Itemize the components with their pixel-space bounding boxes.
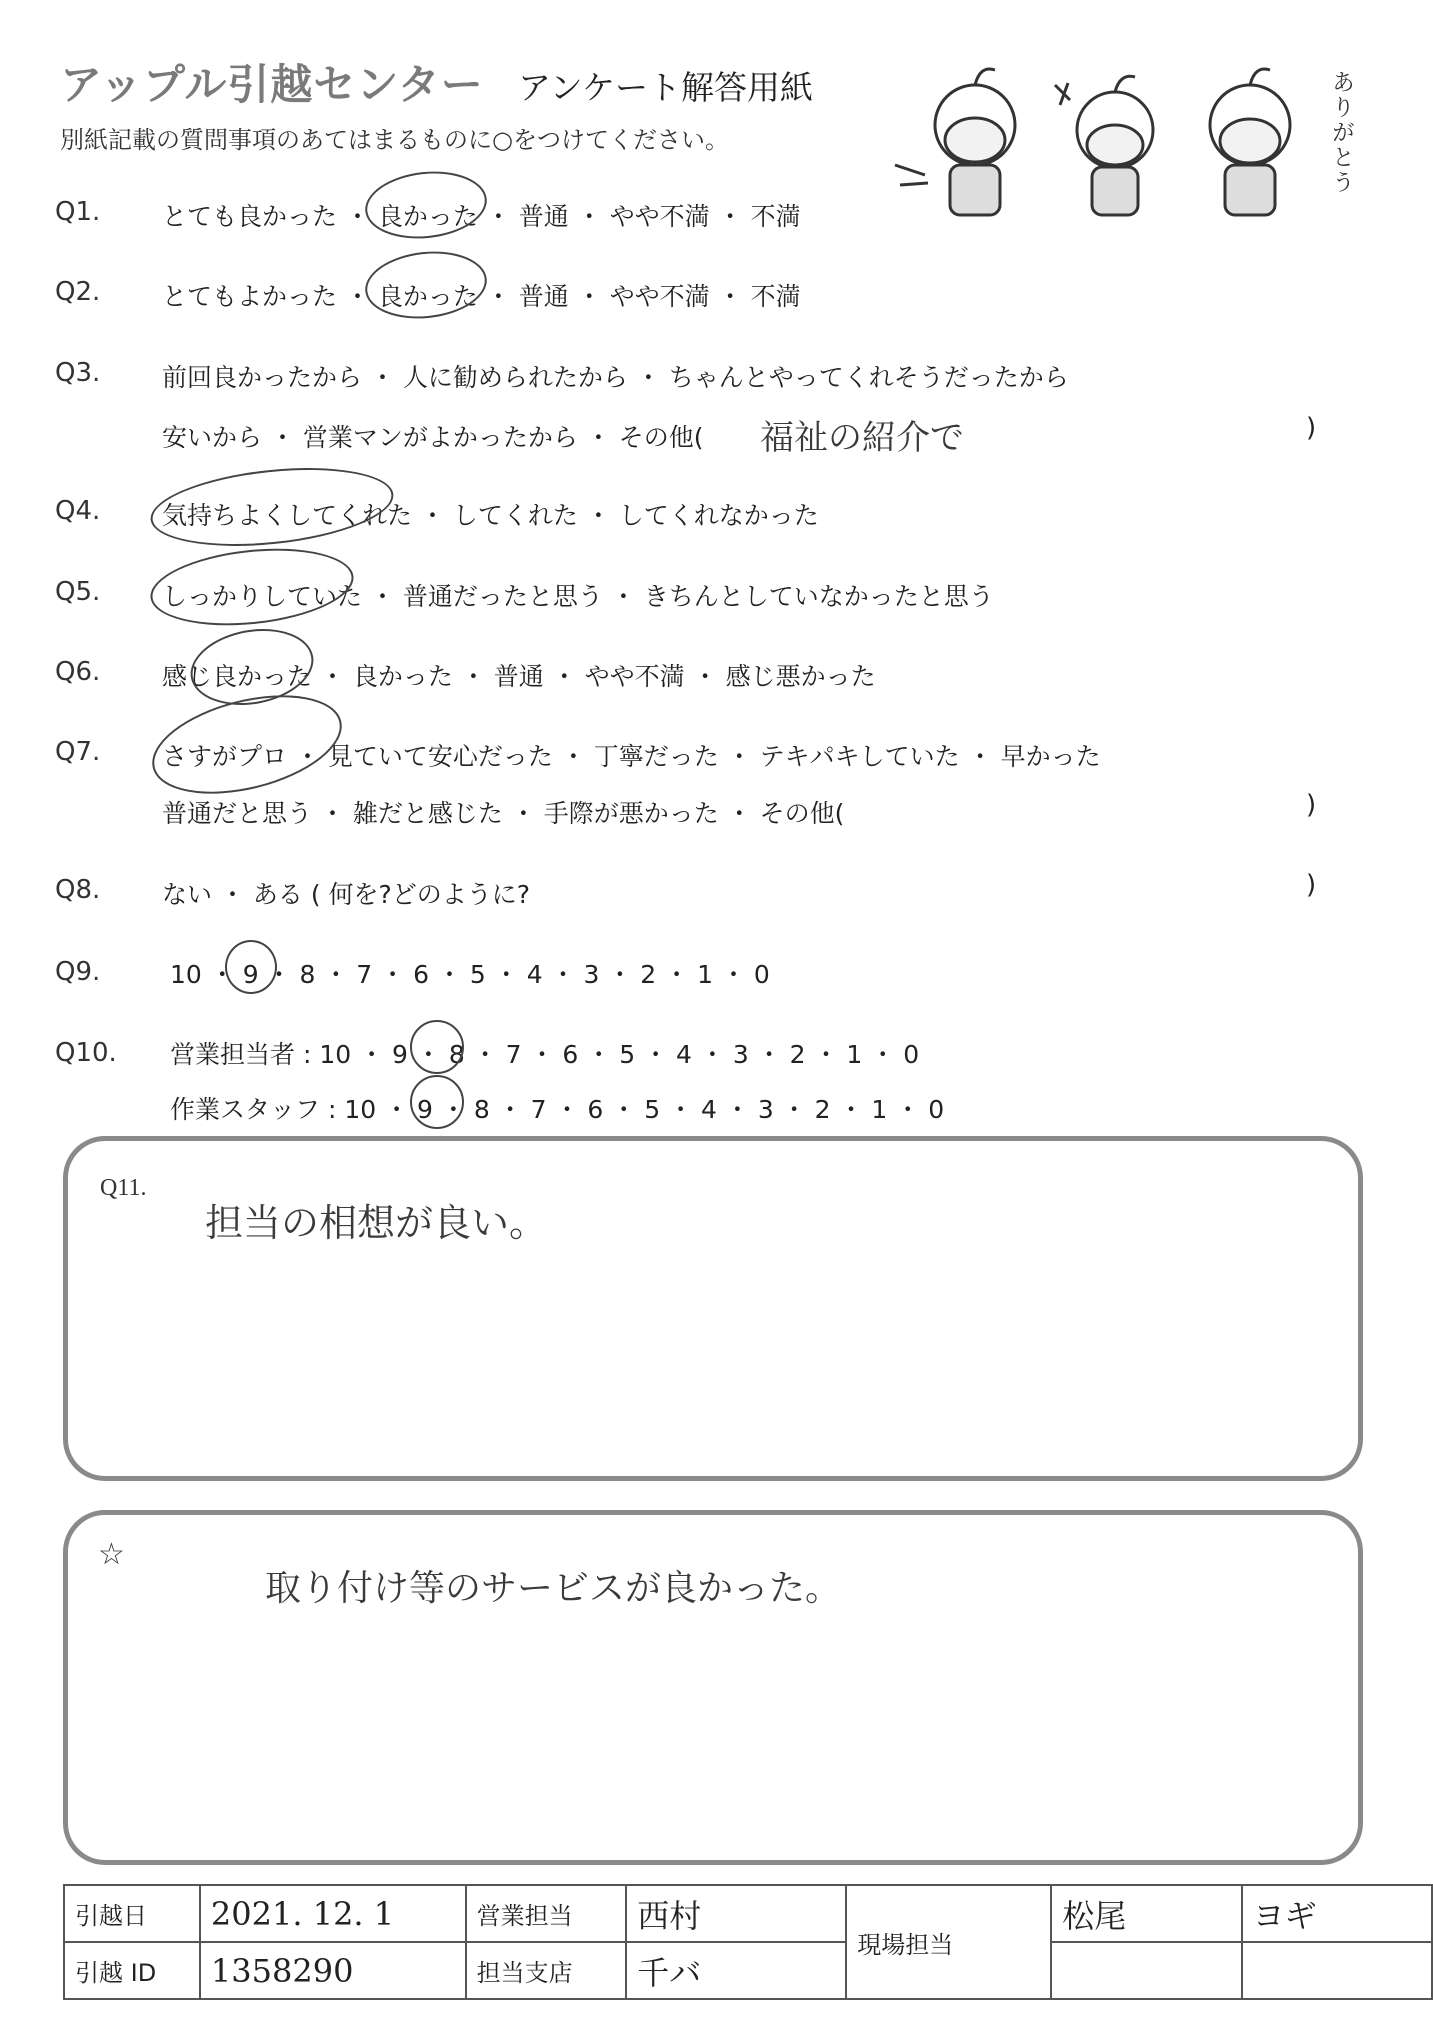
q7-close-paren: ) [1306, 790, 1317, 820]
q3-close-paren: ) [1306, 413, 1317, 443]
q3-label: Q3. [55, 358, 101, 388]
site-staff-empty-1 [1051, 1942, 1241, 1999]
star-handwriting: 取り付け等のサービスが良かった。 [265, 1568, 842, 1609]
q4-selection-circle [147, 457, 397, 556]
q8-label: Q8. [55, 875, 101, 905]
sales-rep-name: 西村 [626, 1885, 846, 1942]
q3-other-handwriting: 福祉の紹介で [760, 418, 964, 458]
q5-options: しっかりしていた ・ 普通だったと思う ・ きちんとしていなかったと思う [162, 582, 994, 611]
q8-options: ない ・ ある ( 何を?どのように? [162, 880, 531, 909]
q10-staff-scale: 作業スタッフ : 10 ・ 9 ・ 8 ・ 7 ・ 6 ・ 5 ・ 4 ・ 3 ・ 2 ・ 1 ・ 0 [170, 1095, 945, 1124]
q3-options-line1: 前回良かったから ・ 人に勧められたから ・ ちゃんとやってくれそうだったから [162, 363, 1069, 392]
q5-label: Q5. [55, 577, 101, 607]
q10-sales-scale: 営業担当者 : 10 ・ 9 ・ 8 ・ 7 ・ 6 ・ 5 ・ 4 ・ 3 ・ 2 ・ 1 ・ 0 [170, 1040, 920, 1069]
q9-scale: 10 ・ 9 ・ 8 ・ 7 ・ 6 ・ 5 ・ 4 ・ 3 ・ 2 ・ 1 ・ 0 [170, 960, 770, 989]
company-title: アップル引越センター [60, 60, 484, 109]
move-id-label: 引越 ID [64, 1942, 200, 1999]
mascot-illustration [880, 55, 1350, 230]
mascot-3 [1210, 69, 1290, 215]
site-staff-2: ヨギ [1242, 1885, 1432, 1942]
star-box-label: ☆ [98, 1538, 125, 1571]
q10-label: Q10. [55, 1038, 117, 1068]
q1-label: Q1. [55, 197, 101, 227]
q2-label: Q2. [55, 277, 101, 307]
q6-label: Q6. [55, 657, 101, 687]
q1-options: とても良かった ・ 良かった ・ 普通 ・ やや不満 ・ 不満 [162, 202, 801, 231]
move-date-label: 引越日 [64, 1885, 200, 1942]
instruction-text: 別紙記載の質問事項のあてはまるものに○をつけてください。 [60, 126, 729, 154]
q7-options-line2: 普通だと思う ・ 雑だと感じた ・ 手際が悪かった ・ その他( [162, 799, 845, 828]
q3-options-line2: 安いから ・ 営業マンがよかったから ・ その他( [162, 423, 704, 452]
mascot-1 [895, 69, 1015, 215]
footer-info-table [63, 1884, 1433, 2000]
move-date-value: 2021. 12. 1 [200, 1885, 466, 1942]
site-staff-label: 現場担当 [846, 1885, 1051, 1999]
q9-label: Q9. [55, 957, 101, 987]
move-id-value: 1358290 [200, 1942, 466, 1999]
q4-options: 気持ちよくしてくれた ・ してくれた ・ してくれなかった [162, 501, 819, 530]
thanks-text: ありがとう [1328, 70, 1354, 195]
q11-box-label: Q11. [100, 1175, 147, 1201]
q4-label: Q4. [55, 496, 101, 526]
mascot-2 [1055, 76, 1153, 215]
q2-options: とてもよかった ・ 良かった ・ 普通 ・ やや不満 ・ 不満 [162, 282, 801, 311]
q7-label: Q7. [55, 737, 101, 767]
q9-selection-circle [225, 940, 277, 994]
q11-comment-box [63, 1136, 1363, 1481]
q7-selection-circle [142, 678, 352, 811]
q7-options-line1: さすがプロ ・ 見ていて安心だった ・ 丁寧だった ・ テキパキしていた ・ 早かった [162, 742, 1101, 771]
sales-rep-label: 営業担当 [466, 1885, 627, 1942]
q10-sales-selection-circle [410, 1020, 464, 1074]
q6-options: 感じ良かった ・ 良かった ・ 普通 ・ やや不満 ・ 感じ悪かった [162, 662, 876, 691]
branch-name: 千バ [626, 1942, 846, 1999]
q8-close-paren: ) [1306, 870, 1317, 900]
q11-handwriting: 担当の相想が良い。 [205, 1201, 548, 1245]
branch-label: 担当支店 [466, 1942, 627, 1999]
q10-staff-selection-circle [410, 1075, 464, 1129]
site-staff-empty-2 [1242, 1942, 1432, 1999]
site-staff-1: 松尾 [1051, 1885, 1241, 1942]
q5-selection-circle [147, 540, 358, 635]
form-subtitle: アンケート解答用紙 [518, 68, 814, 107]
